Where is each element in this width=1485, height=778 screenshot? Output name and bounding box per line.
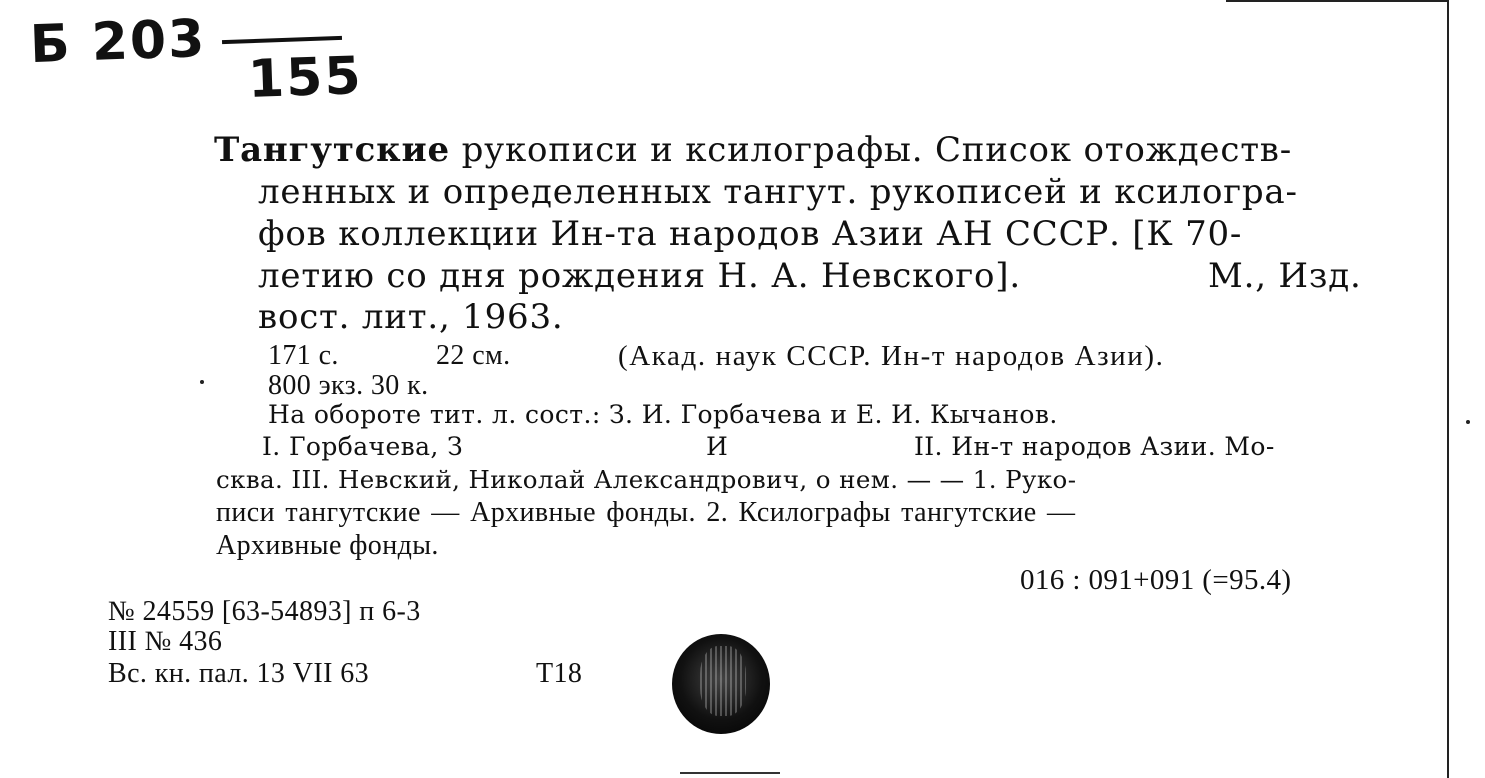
title-line-5: вост. лит., 1963. [258,297,564,337]
tracing-line-2: сква. III. Невский, Николай Александрович, о нем. — — 1. Руко- [216,465,1077,494]
tracing-line-1a: I. Горбачева, З [262,432,464,461]
title-line-2: ленных и определенных тангут. рукописей и ксилогра- [258,172,1298,212]
classification-code: 016 : 091+091 (=95.4) [1020,564,1292,596]
footer-line-3-left: Вс. кн. пал. 13 VII 63 [108,658,369,689]
title-line-1-text: рукописи и ксилографы. Список отождеств- [461,130,1293,170]
card-top-right-mark [1226,0,1448,2]
punch-hole-texture [700,646,746,716]
tracing-line-1b: И [706,432,729,461]
card-right-edge [1447,0,1449,778]
shelfmark-number: Б 203 [29,8,208,76]
title-heading: Тангутские [214,130,450,170]
collation-pages: 171 с. [268,340,339,371]
shelfmark-fraction-bar [222,36,342,44]
footer-line-2: III № 436 [108,626,223,657]
tracing-line-4: Архивные фонды. [216,530,439,561]
tracing-line-3: писи тангутские — Архивные фонды. 2. Ксилографы тангутские — [216,497,1076,528]
card-bottom-mark [680,772,780,774]
tracing-line-1c: II. Ин-т народов Азии. Мо- [914,432,1275,461]
speck [200,380,204,384]
collation-series: (Акад. наук СССР. Ин-т народов Азии). [618,340,1165,372]
title-line-1 [214,130,1292,170]
title-line-4: летию со дня рождения Н. А. Невского]. [258,256,1021,296]
collation-copies: 800 экз. 30 к. [268,370,429,401]
title-line-3: фов коллекции Ин-та народов Азии АН СССР. [К 70- [258,214,1243,254]
shelfmark-fraction: 155 [246,46,364,110]
note-compilers: На обороте тит. л. сост.: З. И. Горбачева и Е. И. Кычанов. [268,400,1058,429]
collation-size: 22 см. [436,340,511,371]
speck [1466,420,1470,424]
footer-line-3-right: Т18 [536,658,583,689]
footer-line-1: № 24559 [63-54893] п 6-3 [108,596,421,627]
imprint-place: М., Изд. [1208,256,1362,296]
